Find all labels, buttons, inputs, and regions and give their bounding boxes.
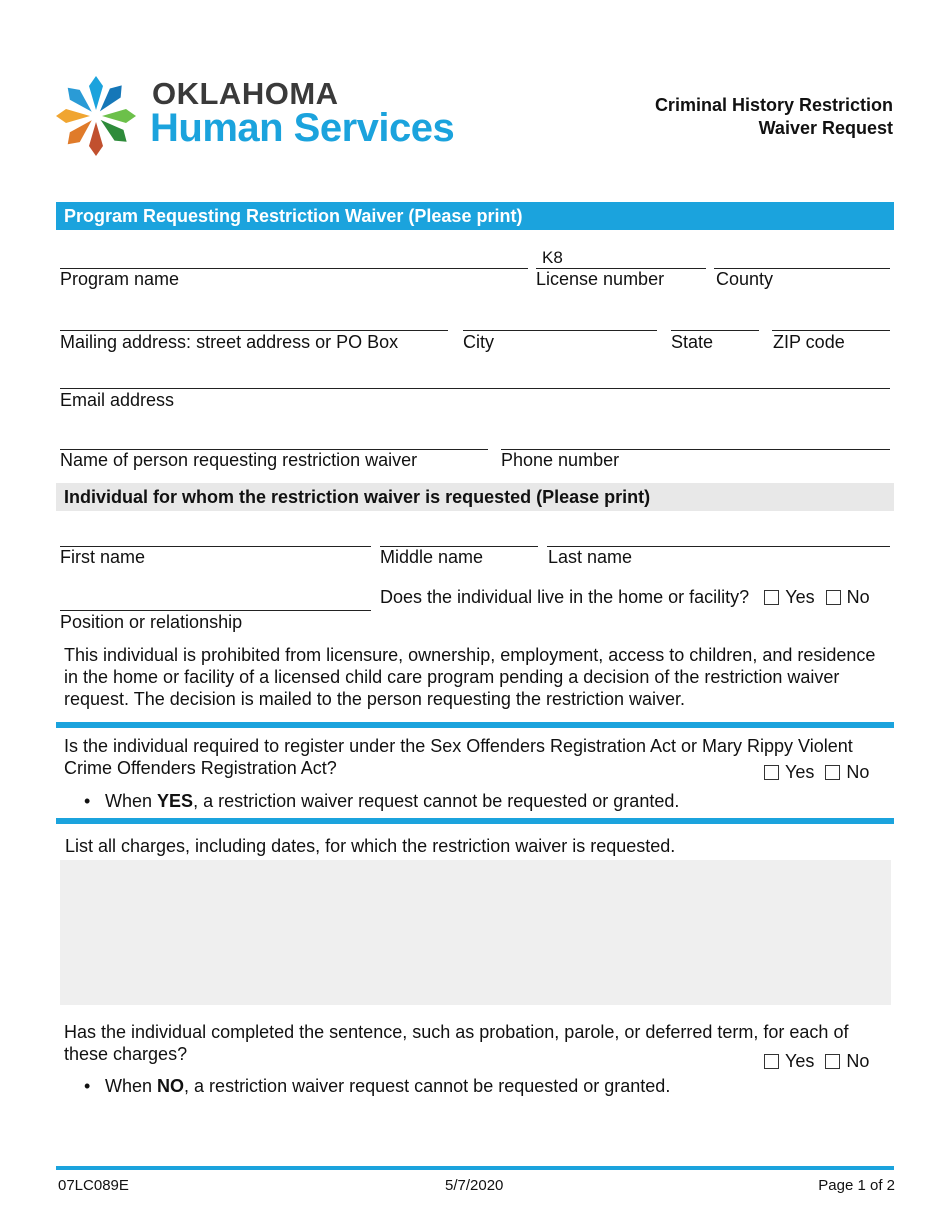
registration-no-option[interactable] — [825, 762, 869, 783]
sentence-no-option[interactable] — [825, 1051, 869, 1072]
mailing-address-label: Mailing address: street address or PO Box — [60, 332, 399, 352]
section-individual-header: Individual for whom the restriction waiver is requested (Please print) — [56, 483, 894, 511]
state-label: State — [671, 332, 714, 352]
live-in-no-checkbox[interactable] — [826, 590, 841, 605]
sentence-answer-row — [764, 1051, 869, 1072]
charges-label: List all charges, including dates, for which the restriction waiver is requested. — [65, 836, 676, 856]
sentence-no-checkbox[interactable] — [825, 1054, 840, 1069]
sentence-no-label: No — [846, 1051, 870, 1071]
divider-bar — [56, 722, 894, 728]
logo-line2: Human Services — [150, 106, 455, 150]
registration-no-label: No — [846, 762, 870, 782]
live-in-no-option[interactable] — [826, 587, 870, 608]
registration-answer-row — [764, 762, 869, 783]
sentence-bullet — [100, 1075, 670, 1097]
email-field[interactable] — [60, 388, 890, 389]
live-in-yes-label: Yes — [785, 587, 815, 607]
registration-bullet-bold: YES — [157, 791, 194, 811]
live-in-yes-checkbox[interactable] — [764, 590, 779, 605]
state-field[interactable] — [671, 330, 759, 331]
sentence-yes-checkbox[interactable] — [764, 1054, 779, 1069]
registration-yes-label: Yes — [785, 762, 815, 782]
footer-bar — [56, 1166, 894, 1170]
live-in-question-text: Does the individual live in the home or facility? — [380, 587, 750, 607]
zip-field[interactable] — [772, 330, 890, 331]
form-title — [655, 94, 893, 140]
registration-bullet — [100, 790, 679, 812]
last-name-label: Last name — [548, 547, 633, 567]
live-in-no-label: No — [846, 587, 870, 607]
first-name-label: First name — [60, 547, 146, 567]
prohibition-notice: This individual is prohibited from licensure, ownership, employment, access to children, and residence in the home or facility of a licensed child care program pending a decision of the restriction waiver request. The decision is mailed to the person requesting the restriction waiver. — [64, 645, 876, 709]
county-label: County — [716, 269, 774, 289]
phone-label: Phone number — [501, 450, 620, 470]
logo-line1: OKLAHOMA — [152, 76, 339, 111]
license-number-label: License number — [536, 269, 665, 289]
city-field[interactable] — [463, 330, 657, 331]
sentence-question: Has the individual completed the sentence, such as probation, parole, or deferred term, for each of these charges? — [64, 1022, 849, 1064]
registration-no-checkbox[interactable] — [825, 765, 840, 780]
position-field[interactable] — [60, 610, 371, 611]
zip-label: ZIP code — [773, 332, 845, 352]
star-emblem-icon — [54, 72, 138, 160]
registration-yes-checkbox[interactable] — [764, 765, 779, 780]
license-number-value: K8 — [542, 248, 563, 267]
email-label: Email address — [60, 390, 175, 410]
mailing-address-field[interactable] — [60, 330, 448, 331]
sentence-yes-label: Yes — [785, 1051, 815, 1071]
charges-textarea[interactable] — [60, 860, 891, 1005]
form-title-line1: Criminal History Restriction — [654, 95, 893, 115]
form-title-line2: Waiver Request — [758, 118, 893, 138]
requester-name-label: Name of person requesting restriction waiver — [60, 450, 418, 470]
registration-bullet-prefix: When — [105, 791, 158, 811]
sentence-bullet-suffix: , a restriction waiver request cannot be requested or granted. — [184, 1076, 671, 1096]
page-number: Page 1 of 2 — [818, 1177, 895, 1194]
divider-bar — [56, 818, 894, 824]
city-label: City — [463, 332, 494, 352]
form-number: 07LC089E — [58, 1177, 129, 1194]
registration-yes-option[interactable] — [764, 762, 814, 783]
program-name-label: Program name — [60, 269, 180, 289]
position-label: Position or relationship — [60, 612, 243, 632]
section-program-header: Program Requesting Restriction Waiver (Please print) — [56, 202, 894, 230]
sentence-bullet-bold: NO — [157, 1076, 185, 1096]
registration-bullet-suffix: , a restriction waiver request cannot be requested or granted. — [193, 791, 680, 811]
agency-logo — [54, 72, 474, 162]
live-in-yes-option[interactable] — [764, 587, 814, 608]
middle-name-label: Middle name — [380, 547, 484, 567]
form-date: 5/7/2020 — [445, 1177, 504, 1194]
sentence-yes-option[interactable] — [764, 1051, 814, 1072]
registration-question: Is the individual required to register under the Sex Offenders Registration Act or Mary Rippy Violent Crime Offenders Registration Act? — [64, 736, 853, 778]
live-in-question-row — [380, 587, 870, 608]
sentence-bullet-prefix: When — [105, 1076, 158, 1096]
